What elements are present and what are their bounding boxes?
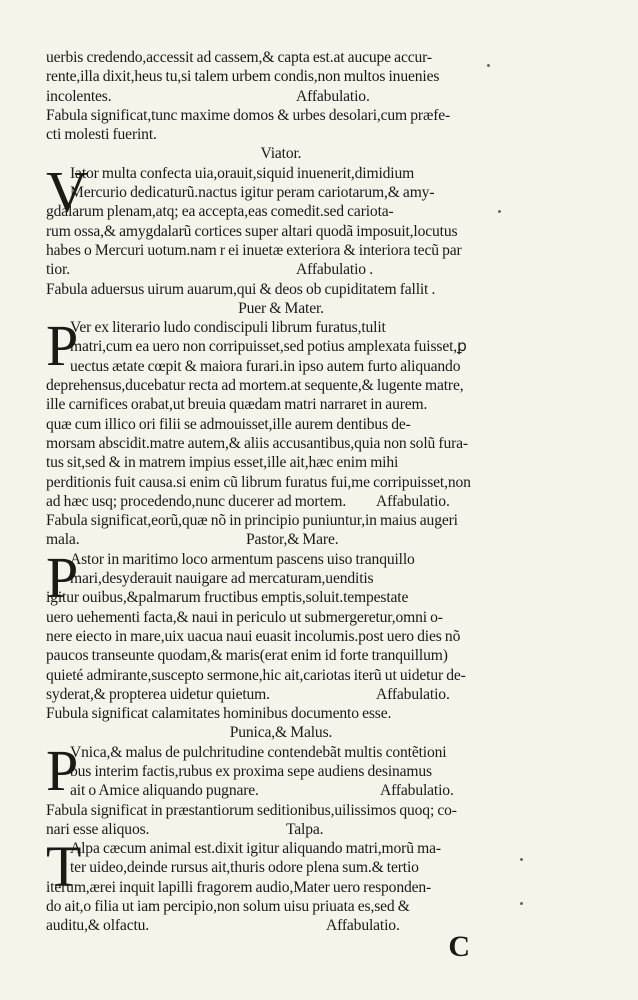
text-line (46, 781, 516, 800)
text-line: ille carnifices orabat,ut breuia quædam matri narraret in aurem. (46, 396, 428, 414)
fable-title-puer: Puer & Mater. (238, 299, 324, 317)
text-line: Alpa cæcum animal est.dixit igitur aliquando matri,morũ ma- (70, 840, 441, 858)
text-fragment: incolentes. (46, 87, 112, 105)
text-line: rente,illa dixit,heus tu,si talem urbem condis,non multos inuenies (46, 68, 440, 86)
text-line: uectus ætate cœpit & maiora furari.in ipso autem furto aliquando (70, 357, 461, 375)
moral-line: Fabula significat in præstantiorum seditionibus,uilissimos quoq; co- (46, 801, 457, 819)
fable-talpa (46, 834, 516, 916)
text-line: bus interim factis,rubus ex proxima sepe audiens desinamus (70, 762, 432, 780)
text-fragment: tior. (46, 261, 70, 279)
ink-speck (520, 902, 523, 905)
affabulatio-label: Affabulatio. (376, 685, 450, 703)
text-fragment: syderat,& propterea uidetur quietum. (46, 685, 270, 703)
drop-cap-initial: T (46, 834, 82, 900)
affabulatio-label: Affabulatio . (296, 261, 373, 279)
drop-cap-initial: V (46, 158, 88, 224)
drop-cap-initial: P (46, 737, 79, 803)
text-line: Vnica,& malus de pulchritudine contendebãt multis contẽtioni (70, 743, 447, 761)
text-line: ter uideo,deinde rursus ait,thuris odore plena sum.& tertio (70, 859, 419, 877)
text-line: iterum,ærei inquit lapilli fragorem audio,Mater uero responden- (46, 878, 432, 896)
text-fragment: mala. (46, 531, 80, 549)
text-line: matri,cum ea uero non corripuisset,sed potius amplexata fuisset,ꝑ (70, 338, 467, 356)
ink-speck (498, 210, 501, 213)
text-line: uero uehementi facta,& naui in periculo ut submergeretur,omni o- (46, 608, 443, 626)
text-line: quæ cum illico ori filii se admouisset,ille aurem dentibus de- (46, 415, 411, 433)
fable-viator (46, 158, 516, 260)
text-line (46, 820, 516, 839)
fable-title-talpa: Talpa. (286, 820, 324, 838)
text-line (46, 916, 516, 935)
text-line: mari,desyderauit nauigare ad mercaturam,uenditis (70, 570, 374, 588)
moral-line: cti molesti fuerint. (46, 126, 157, 144)
moral-line: Fubula significat calamitates hominibus documento esse. (46, 705, 392, 723)
text-line: Astor in maritimo loco armentum pascens uiso tranquillo (70, 550, 415, 568)
signature-mark: C (448, 930, 470, 963)
text-line: morsam abscidit.matre autem,& aliis accusantibus,quia non solũ fura- (46, 434, 468, 452)
moral-line: Fabula significat,tunc maxime domos & urbes desolari,cum præfe- (46, 106, 451, 124)
text-line: nere eiecto in mare,uix uacua naui euasit incolumis.post uero dies nõ (46, 627, 461, 645)
moral-line: Fabula significat,eorũ,quæ nõ in principio puniuntur,in maius augeri (46, 512, 458, 530)
text-line: quieté admirante,suscepto sermone,hic ait,cariotas iterũ ut uidetur de- (46, 666, 466, 684)
affabulatio-label: Affabulatio. (380, 782, 454, 800)
text-line (46, 87, 516, 106)
fable-title-viator: Viator. (260, 145, 302, 163)
text-line: paucos transeunte quodam,& maris(erat enim id forte tranquillum) (46, 647, 448, 665)
text-line: rum ossa,& amygdalarũ cortices super altari quodã imposuit,locutus (46, 222, 458, 240)
fable-punica (46, 737, 516, 803)
text-line (46, 685, 516, 704)
fable-title-punica: Punica,& Malus. (229, 724, 333, 742)
text-fragment: auditu,& olfactu. (46, 917, 150, 935)
text-line (46, 492, 516, 511)
text-line: igitur ouibus,&palmarum fructibus emptis,soluit.tempestate (46, 589, 409, 607)
drop-cap-initial: P (46, 544, 79, 610)
fable-pastor (46, 544, 516, 685)
affabulatio-label: Affabulatio. (296, 87, 370, 105)
text-fragment: ait o Amice aliquando pugnare. (70, 782, 259, 800)
text-fragment: ad hæc usq; procedendo,nunc ducerer ad mortem. (46, 492, 347, 510)
moral-line: Fabula aduersus uirum auarum,qui & deos ob cupiditatem fallit . (46, 280, 436, 298)
text-line: gdalarum plenam,atq; ea accepta,eas comedit.sed cariota- (46, 203, 394, 221)
fable-title-pastor: Pastor,& Mare. (246, 531, 339, 549)
text-line: uerbis credendo,accessit ad cassem,& capta est.at aucupe accur- (46, 49, 432, 66)
ink-speck (520, 858, 523, 861)
affabulatio-label: Affabulatio. (376, 492, 450, 510)
drop-cap-initial: P (46, 313, 79, 379)
text-line: Mercurio dedicaturũ.nactus igitur peram cariotarum,& amy- (70, 184, 435, 202)
text-fragment: nari esse aliquos. (46, 820, 150, 838)
fable-text (46, 48, 516, 936)
text-line: perditionis fuit causa.si enim cũ librum furatus fui,me corripuisset,non (46, 473, 471, 491)
ink-speck (487, 64, 490, 67)
text-line: tus sit,sed & in matrem impius esset,ille ait,hæc enim mihi (46, 454, 399, 472)
text-line: deprehensus,ducebatur recta ad mortem.at sequente,& lugente matre, (46, 377, 464, 395)
text-line (46, 260, 516, 279)
text-line: habes o Mercuri uotum.nam r ei inuetæ exteriora & interiora tecũ par (46, 241, 462, 259)
text-line (46, 530, 516, 549)
text-line: Iator multa confecta uia,orauit,siquid inuenerit,dimidium (70, 164, 415, 182)
text-line: do ait,o filia ut iam percipio,non solum uisu priuata es,sed & (46, 898, 410, 916)
affabulatio-label: Affabulatio. (326, 917, 400, 935)
fable-puer (46, 313, 516, 492)
text-line: Ver ex literario ludo condiscipuli librum furatus,tulit (70, 319, 386, 337)
